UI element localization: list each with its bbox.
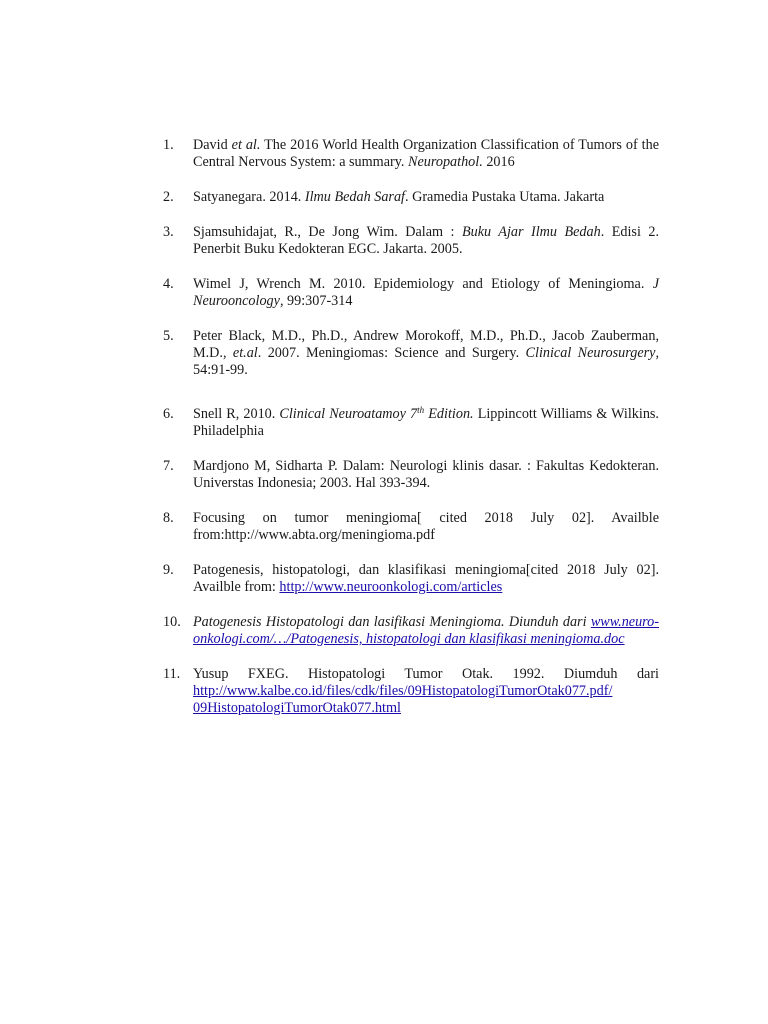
reference-text: Mardjono M, Sidharta P. Dalam: Neurologi klinis dasar. : Fakultas Kedokteran. Universtas Indonesia; 2003. Hal 393-394. xyxy=(193,458,659,491)
reference-text: Wimel J, Wrench M. 2010. Epidemiology and Etiology of Meningioma. xyxy=(193,276,653,292)
reference-text: Sjamsuhidajat, R., De Jong Wim. Dalam : xyxy=(193,224,462,240)
reference-link[interactable]: 09HistopatologiTumorOtak077.html xyxy=(193,700,401,716)
reference-text: Peter Black, M.D., Ph.D., Andrew Morokoff, M.D., Ph.D., Jacob Zauberman, M.D., xyxy=(193,328,659,361)
reference-item-4 xyxy=(163,276,659,310)
reference-number: 2. xyxy=(163,189,174,205)
reference-item-1 xyxy=(163,137,659,171)
reference-text: . Edisi 2. Penerbit Buku Kedokteran EGC. Jakarta. 2005. xyxy=(193,224,660,257)
reference-number: 7. xyxy=(163,458,174,474)
reference-number: 5. xyxy=(163,328,174,344)
reference-text: . 2007. Meningiomas: Science and Surgery. xyxy=(257,345,526,361)
reference-number: 11. xyxy=(163,666,181,682)
reference-book-title: Buku Ajar Ilmu Bedah xyxy=(461,224,601,240)
reference-book-title: Clinical Neuroatamoy 7 xyxy=(279,406,418,422)
reference-journal: Neuropathol. xyxy=(408,154,483,170)
reference-link[interactable]: http://www.neuroonkologi.com/articles xyxy=(279,579,503,595)
reference-item-8 xyxy=(163,510,659,544)
reference-link[interactable]: www.neuro-onkologi.com/…/Patogenesis, histopatologi dan klasifikasi meningioma.doc xyxy=(193,614,659,647)
reference-number: 1. xyxy=(163,137,174,153)
reference-year: 2016 xyxy=(482,154,515,170)
reference-item-5 xyxy=(163,328,659,379)
reference-link[interactable]: http://www.kalbe.co.id/files/cdk/files/09HistopatologiTumorOtak077.pdf/ xyxy=(193,683,613,699)
reference-text: The 2016 World Health Organization Classification of Tumors of the Central Nervous System: a summary. xyxy=(193,137,659,170)
reference-text: Yusup FXEG. Histopatologi Tumor Otak. 1992. Diumduh dari xyxy=(193,666,659,682)
reference-number: 10. xyxy=(163,614,181,630)
reference-journal: J Neurooncology xyxy=(193,276,659,309)
reference-text-italic: et al. xyxy=(231,137,261,153)
reference-text: , 99:307-314 xyxy=(279,293,353,309)
reference-text-italic: Patogenesis Histopatologi dan lasifikasi Meningioma. Diunduh dari xyxy=(193,614,591,630)
reference-journal: Clinical Neurosurgery xyxy=(525,345,656,361)
reference-number: 3. xyxy=(163,224,174,240)
reference-list xyxy=(163,137,659,717)
reference-book-title: Edition. xyxy=(424,406,474,422)
reference-text: Lippincott Williams & Wilkins. Philadelphia xyxy=(193,406,659,439)
reference-text: . Gramedia Pustaka Utama. Jakarta xyxy=(404,189,605,205)
reference-number: 4. xyxy=(163,276,174,292)
reference-item-2 xyxy=(163,189,659,206)
reference-text: Snell R, 2010. xyxy=(193,406,280,422)
reference-item-11 xyxy=(163,666,659,717)
reference-text: , 54:91-99. xyxy=(193,345,659,378)
reference-number: 8. xyxy=(163,510,174,526)
reference-item-10 xyxy=(163,614,659,648)
reference-item-3 xyxy=(163,224,659,258)
reference-text: David xyxy=(193,137,232,153)
reference-number: 9. xyxy=(163,562,174,578)
reference-item-6 xyxy=(163,406,659,440)
reference-text: Focusing on tumor meningioma[ cited 2018 July 02]. Availble from:http://www.abta.org/meningioma.pdf xyxy=(193,510,659,543)
reference-text: Satyanegara. 2014. xyxy=(193,189,305,205)
reference-text: Patogenesis, histopatologi, dan klasifikasi meningioma[cited 2018 July 02]. Availble from: xyxy=(193,562,659,595)
reference-item-7 xyxy=(163,458,659,492)
reference-number: 6. xyxy=(163,406,174,422)
reference-item-9 xyxy=(163,562,659,596)
reference-book-title: Ilmu Bedah Saraf xyxy=(304,189,405,205)
reference-text-italic: et.al xyxy=(232,345,258,361)
reference-superscript: th xyxy=(417,405,425,415)
